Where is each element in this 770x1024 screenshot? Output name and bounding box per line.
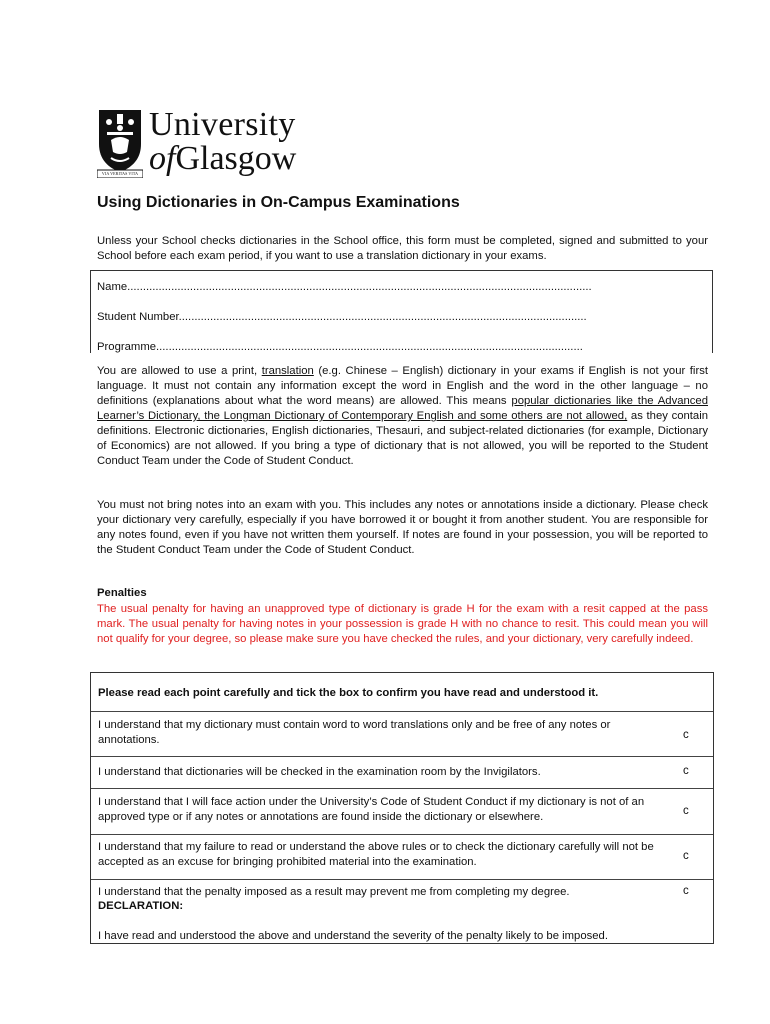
para1-part-a: You are allowed to use a print, (97, 365, 262, 377)
penalties-text: The usual penalty for having an unapproved type of dictionary is grade H for the exam with a resit capped at the pass mark. The usual penalty for having notes in your possession is grade H with no chance to resit. This could mean you will not qualify for your degree, so please make sure you have checked the rules, and your dictionary, very carefully indeed. (97, 603, 708, 645)
checklist-item-text: I understand that I will face action under the University’s Code of Student Conduct if my dictionary is not of an approved type or if any notes or annotations are found inside the dictionary or elsewhere. (98, 796, 645, 823)
programme-field[interactable]: Programme........................................................................................................................................ (97, 341, 583, 353)
name-field[interactable]: Name.................................................................................................................................................... (97, 281, 592, 293)
checklist-item (91, 834, 713, 880)
para1-part-b: (e.g. Chinese – English) dictionary in your exams if English is not your first language. It must not contain any information except the word in English and the word in the other language – no definitions (explanations about what the word means) are allowed. This means (97, 365, 708, 407)
declaration-heading: DECLARATION: (98, 900, 184, 912)
checkbox[interactable]: c (683, 765, 689, 777)
logo-line2 (149, 142, 296, 176)
penalties-heading: Penalties (97, 587, 147, 599)
checkbox[interactable]: c (683, 850, 689, 862)
notes-rules-paragraph: You must not bring notes into an exam with you. This includes any notes or annotations inside a dictionary. Please check your dictionary very carefully, especially if you have borrowed it or bought it from another student. You are responsible for any notes found, even if you have not written them yourself. If notes are found in your possession, you will be reported to the Student Conduct Team under the Code of Student Conduct. (97, 499, 708, 556)
university-logo (97, 106, 317, 178)
checkbox[interactable]: c (683, 885, 689, 897)
dictionary-rules-paragraph (97, 364, 708, 469)
page-title: Using Dictionaries in On-Campus Examinations (97, 194, 460, 211)
logo-of: of (149, 140, 176, 177)
confirmation-checklist (90, 672, 714, 944)
checklist-item (91, 879, 713, 900)
checklist-item-text: I understand that dictionaries will be checked in the examination room by the Invigilators. (98, 766, 541, 778)
checkbox[interactable]: c (683, 729, 689, 741)
checklist-item (91, 711, 713, 757)
logo-glasgow: Glasgow (175, 140, 297, 177)
checklist-item-text: I understand that my failure to read or understand the above rules or to check the dictionary carefully will not be accepted as an excuse for bringing prohibited material into the examination. (98, 841, 654, 868)
checklist-item (91, 756, 713, 789)
checkbox[interactable]: c (683, 805, 689, 817)
checklist-heading: Please read each point carefully and tick the box to confirm you have read and understood it. (98, 687, 599, 699)
checklist-item-text: I understand that the penalty imposed as a result may prevent me from completing my degree. (98, 886, 570, 898)
para1-part-c: as they contain definitions. Electronic dictionaries, English dictionaries, Thesauri, and subject-related dictionaries (for example, Dictionary of Economics) are not allowed. If you bring a type of dictionary that is not allowed, you will be reported to the Student Conduct Team under the Code of Student Conduct. (97, 410, 708, 467)
logo-motto: VIA VERITAS VITA (101, 171, 139, 176)
student-details-box (90, 270, 713, 353)
crest-icon (97, 106, 143, 178)
intro-text: Unless your School checks dictionaries in the School office, this form must be completed, signed and submitted to your School before each exam period, if you want to use a translation dictionary in your exams. (97, 235, 708, 262)
para1-translation: translation (261, 365, 314, 377)
logo-line1: University (149, 106, 296, 143)
student-number-field[interactable]: Student Number.................................................................................................................................. (97, 311, 587, 323)
declaration-text: I have read and understood the above and understand the severity of the penalty likely to be imposed. (98, 930, 608, 942)
checklist-item (91, 788, 713, 835)
para1-not-allowed: popular dictionaries like the Advanced Learner’s Dictionary, the Longman Dictionary of Contemporary English and some others are not allowed, (97, 395, 708, 422)
checklist-item-text: I understand that my dictionary must contain word to word translations only and be free of any notes or annotations. (98, 719, 611, 746)
